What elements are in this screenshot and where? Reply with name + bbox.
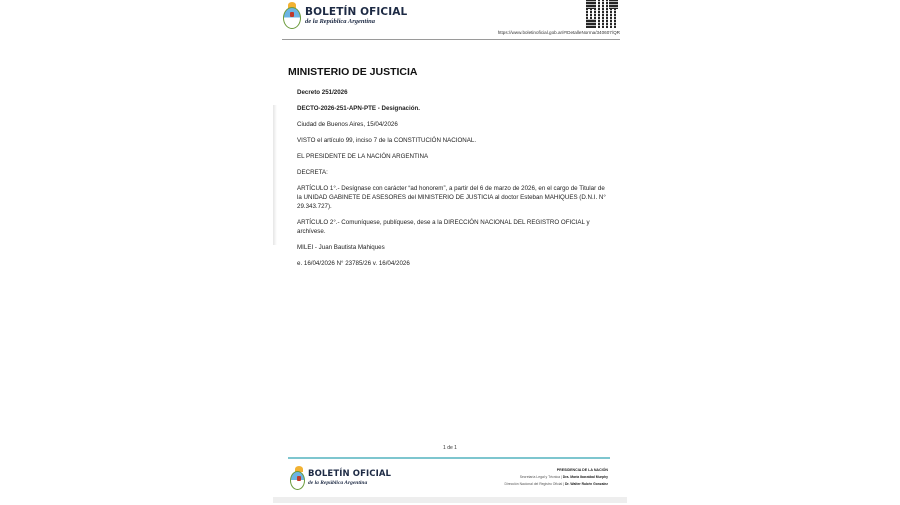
- secretaria-label: Secretaría Legal y Técnica |: [519, 475, 563, 479]
- footer-credits: [470, 467, 608, 488]
- president-line: EL PRESIDENTE DE LA NACIÓN ARGENTINA: [297, 153, 429, 160]
- qr-code-icon: [586, 0, 618, 28]
- decree-number: Decreto 251/2026: [297, 89, 348, 96]
- page-edge-shadow: [273, 105, 277, 245]
- presidency-label: PRESIDENCIA DE LA NACIÓN: [556, 468, 608, 472]
- visto-paragraph: VISTO el artículo 99, inciso 7 de la CONSTITUCIÓN NACIONAL.: [297, 137, 477, 144]
- article-1: ARTÍCULO 1°.- Desígnase con carácter “ad honorem”, a partir del 6 de marzo de 2026, en el cargo de Titular de la UNIDAD GABINETE DE ASESORES del MINISTERIO DE JUSTICIA al doctor Esteban MAHIQUES (D.N.I. N° 29.343.727).: [297, 185, 606, 210]
- coat-of-arms-icon: [289, 466, 305, 490]
- header-logo: [282, 2, 407, 30]
- header-divider: [282, 39, 620, 40]
- signatures: MILEI - Juan Bautista Mahiques: [297, 244, 385, 251]
- place-date: Ciudad de Buenos Aires, 15/04/2026: [297, 121, 398, 128]
- document-url[interactable]: https://www.boletinoficial.gob.ar/#!DetalleNorma/340607/QR: [497, 30, 620, 35]
- footer-logo-title: BOLETÍN OFICIAL: [308, 469, 392, 479]
- publication-info: e. 16/04/2026 N° 23785/26 v. 16/04/2026: [297, 260, 410, 267]
- article-2: ARTÍCULO 2°.- Comuníquese, publíquese, dese a la DIRECCIÓN NACIONAL DEL REGISTRO OFICIAL y archívese.: [297, 219, 590, 235]
- footer-logo: [289, 466, 391, 490]
- footer-logo-subtitle: de la República Argentina: [308, 479, 368, 486]
- direccion-label: Dirección Nacional del Registro Oficial |: [504, 482, 565, 486]
- direccion-name: Dr. Walter Rubén Gonzalez: [564, 482, 608, 486]
- ministry-title: MINISTERIO DE JUSTICIA: [288, 66, 418, 78]
- secretaria-name: Dra. María Ibarzábal Murphy: [562, 475, 608, 479]
- page-bottom-strip: [273, 497, 627, 503]
- logo-title: BOLETÍN OFICIAL: [305, 5, 408, 18]
- coat-of-arms-icon: [282, 2, 302, 30]
- footer-divider: [288, 457, 610, 459]
- decreta-line: DECRETA:: [297, 169, 328, 176]
- page-number: 1 de 1: [443, 445, 457, 451]
- decree-code: DECTO-2026-251-APN-PTE - Designación.: [297, 105, 420, 112]
- logo-subtitle: de la República Argentina: [305, 18, 375, 25]
